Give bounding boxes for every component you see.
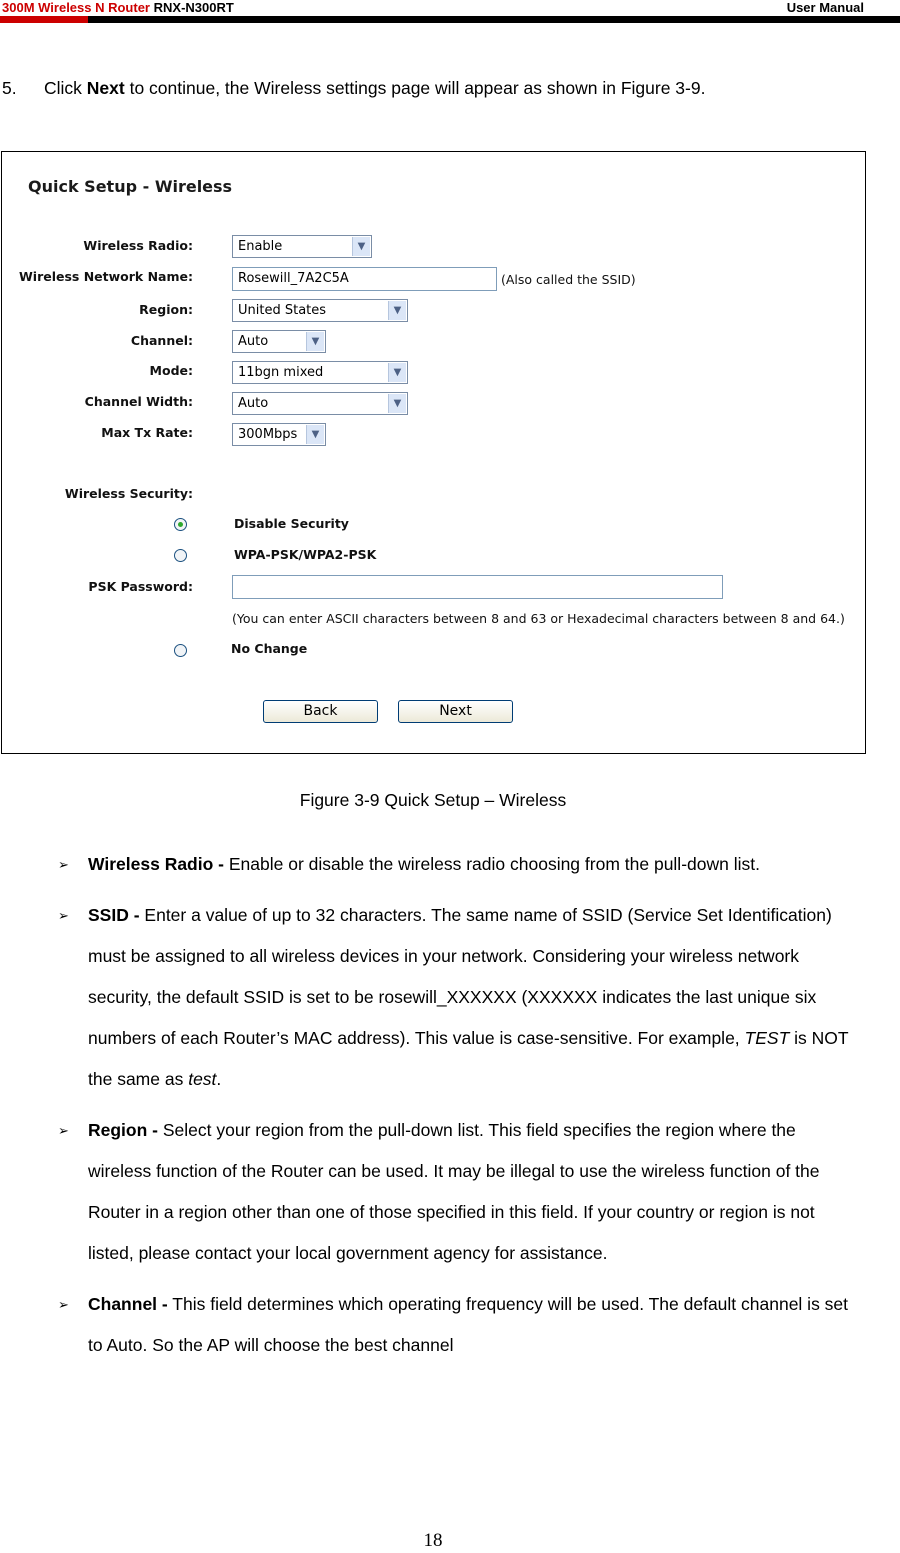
back-button[interactable]: Back xyxy=(263,700,378,723)
max-tx-rate-label: Max Tx Rate: xyxy=(101,425,193,440)
mode-select[interactable] xyxy=(232,361,408,384)
channel-width-value: Auto xyxy=(238,396,269,411)
channel-width-label: Channel Width: xyxy=(84,394,193,409)
ssid-note: (Also called the SSID) xyxy=(501,272,636,287)
bullet-text: is NOT the same as xyxy=(88,1028,849,1089)
chevron-down-icon: ▼ xyxy=(306,425,324,444)
step-number: 5. xyxy=(2,78,17,98)
figure-title: Quick Setup - Wireless xyxy=(28,177,233,196)
step-pre: Click xyxy=(44,78,87,98)
psk-password-label: PSK Password: xyxy=(88,579,193,594)
bullet-text: Enter a value of up to 32 characters. The same name of SSID (Service Set Identification) must be assigned to all wireless devices in your network. Considering your wireless network security, the default SSID is set to be rosewill_XXXXXX (XXXXXX indicates the last unique six numbers of each Router’s MAC address). This value is case-sensitive. For example, xyxy=(88,905,832,1048)
field-descriptions xyxy=(58,844,858,1376)
bullet-marker-icon: ➢ xyxy=(58,857,69,872)
chevron-down-icon: ▼ xyxy=(388,394,406,413)
header-rule xyxy=(88,16,900,23)
psk-password-input[interactable] xyxy=(232,575,723,599)
channel-label: Channel: xyxy=(130,333,193,348)
region-value: United States xyxy=(238,303,327,318)
mode-value: 11bgn mixed xyxy=(238,365,324,380)
bullet-ssid xyxy=(58,895,858,1100)
disable-security-radio[interactable] xyxy=(174,518,187,531)
header-product-name: 300M Wireless N Router xyxy=(2,0,150,15)
step-post: to continue, the Wireless settings page will appear as shown in Figure 3-9. xyxy=(124,78,706,98)
bullet-region xyxy=(58,1110,858,1274)
bullet-marker-icon: ➢ xyxy=(58,1297,69,1312)
no-change-label: No Change xyxy=(231,641,308,656)
next-button[interactable]: Next xyxy=(398,700,513,723)
bullet-text: . xyxy=(216,1069,222,1089)
quick-setup-wireless-figure xyxy=(1,151,866,754)
chevron-down-icon: ▼ xyxy=(388,301,406,320)
wireless-radio-select[interactable] xyxy=(232,235,372,258)
chevron-down-icon: ▼ xyxy=(306,332,324,351)
region-label: Region: xyxy=(139,302,193,317)
bullet-channel xyxy=(58,1284,858,1366)
bullet-term: SSID - xyxy=(88,905,140,925)
network-name-label: Wireless Network Name: xyxy=(19,269,193,284)
page-number: 18 xyxy=(423,1530,443,1551)
bullet-italic: TEST xyxy=(744,1028,790,1048)
region-select[interactable] xyxy=(232,299,408,322)
channel-select[interactable] xyxy=(232,330,326,353)
channel-value: Auto xyxy=(238,334,269,349)
wireless-security-label: Wireless Security: xyxy=(64,486,193,501)
no-change-radio[interactable] xyxy=(174,644,187,657)
max-tx-rate-select[interactable] xyxy=(232,423,326,446)
bullet-text: Select your region from the pull-down list. This field specifies the region where the wireless function of the Router can be used. It may be illegal to use the wireless function of the Router in a region other than one of those specified in this field. If your country or region is not listed, please contact your local government agency for assistance. xyxy=(88,1120,820,1263)
step-bold: Next xyxy=(86,78,125,98)
wireless-radio-label: Wireless Radio: xyxy=(83,238,193,253)
bullet-text: Enable or disable the wireless radio choosing from the pull-down list. xyxy=(224,854,760,874)
figure-caption: Figure 3-9 Quick Setup – Wireless xyxy=(299,790,567,810)
channel-width-select[interactable] xyxy=(232,392,408,415)
bullet-wireless-radio xyxy=(58,844,858,885)
chevron-down-icon: ▼ xyxy=(352,237,370,256)
wpa-psk-radio[interactable] xyxy=(174,549,187,562)
header-product xyxy=(2,0,234,15)
bullet-italic: test xyxy=(188,1069,217,1089)
wpa-psk-label: WPA-PSK/WPA2-PSK xyxy=(234,547,377,562)
network-name-input[interactable]: Rosewill_7A2C5A xyxy=(232,267,497,291)
chevron-down-icon: ▼ xyxy=(388,363,406,382)
bullet-term: Wireless Radio - xyxy=(88,854,224,874)
disable-security-label: Disable Security xyxy=(234,516,349,531)
step-instruction xyxy=(2,78,705,99)
max-tx-rate-value: 300Mbps xyxy=(238,427,298,442)
bullet-term: Channel - xyxy=(88,1294,168,1314)
header-accent-bar xyxy=(0,16,88,23)
wireless-radio-value: Enable xyxy=(238,239,283,254)
mode-label: Mode: xyxy=(149,363,193,378)
psk-password-note: (You can enter ASCII characters between 8 and 63 or Hexadecimal characters between 8 and 64.) xyxy=(232,611,845,626)
bullet-term: Region - xyxy=(88,1120,158,1140)
bullet-marker-icon: ➢ xyxy=(58,908,69,923)
bullet-text: This field determines which operating frequency will be used. The default channel is set to Auto. So the AP will choose the best channel xyxy=(88,1294,849,1355)
header-manual-title: User Manual xyxy=(786,0,864,15)
bullet-marker-icon: ➢ xyxy=(58,1123,69,1138)
header-product-model: RNX-N300RT xyxy=(153,0,234,15)
